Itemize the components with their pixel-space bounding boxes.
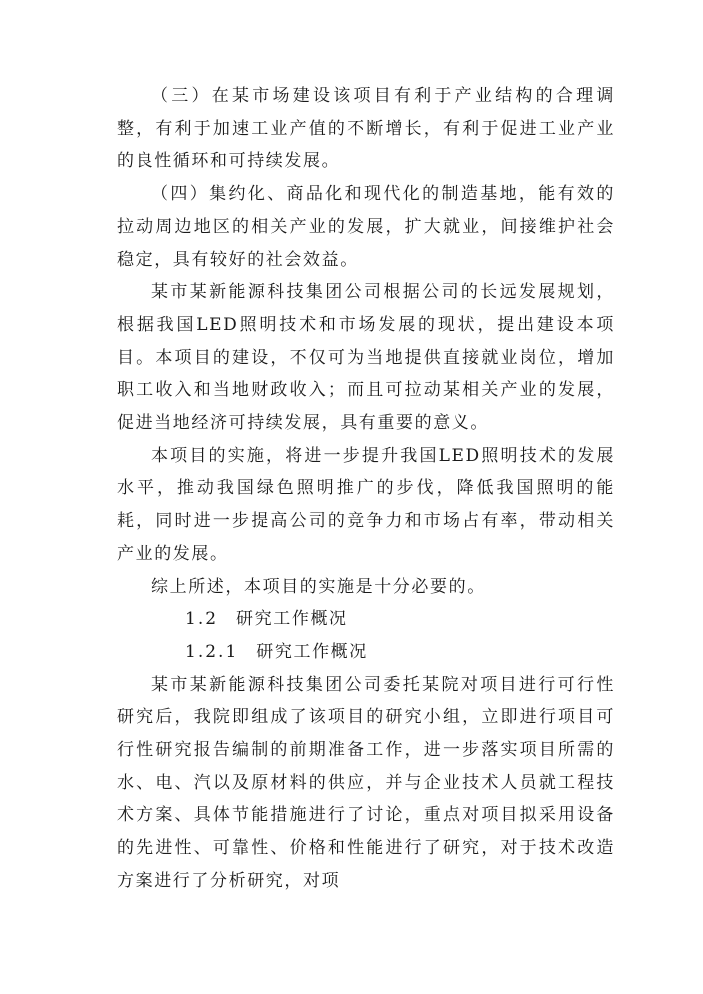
section-heading-1-2-1	[117, 636, 615, 669]
section-title: 研究工作概况	[256, 641, 368, 662]
paragraph-company-plan: 某市某新能源科技集团公司根据公司的长远发展规划，根据我国LED照明技术和市场发展的现状，提出建设本项目。本项目的建设，不仅可为当地提供直接就业岗位，增加职工收入和当地财政收入；而且可拉动某相关产业的发展，促进当地经济可持续发展，具有重要的意义。	[117, 282, 615, 434]
section-heading-1-2	[117, 603, 615, 636]
document-body	[117, 80, 615, 898]
paragraph-research-overview: 某市某新能源科技集团公司委托某院对项目进行可行性研究后，我院即组成了该项目的研究小组，立即进行项目可行性研究报告编制的前期准备工作，进一步落实项目所需的水、电、汽以及原材料的供应，并与企业技术人员就工程技术方案、具体节能措施进行了讨论，重点对项目拟采用设备的先进性、可靠性、价格和性能进行了研究，对于技术改造方案进行了分析研究，对项	[117, 674, 615, 891]
section-number: 1.2.1	[185, 641, 239, 662]
section-title: 研究工作概况	[236, 609, 348, 630]
paragraph-conclusion: 综上所述，本项目的实施是十分必要的。	[151, 576, 486, 597]
paragraph-benefit-3: （三）在某市场建设该项目有利于产业结构的合理调整，有利于加速工业产值的不断增长，有利于促进工业产业的良性循环和可持续发展。	[117, 86, 615, 172]
paragraph-benefit-4: （四）集约化、商品化和现代化的制造基地，能有效的拉动周边地区的相关产业的发展，扩大就业，间接维护社会稳定，具有较好的社会效益。	[117, 184, 615, 270]
paragraph-implementation: 本项目的实施，将进一步提升我国LED照明技术的发展水平，推动我国绿色照明推广的步伐，降低我国照明的能耗，同时进一步提高公司的竞争力和市场占有率，带动相关产业的发展。	[117, 445, 615, 564]
section-number: 1.2	[185, 609, 219, 630]
